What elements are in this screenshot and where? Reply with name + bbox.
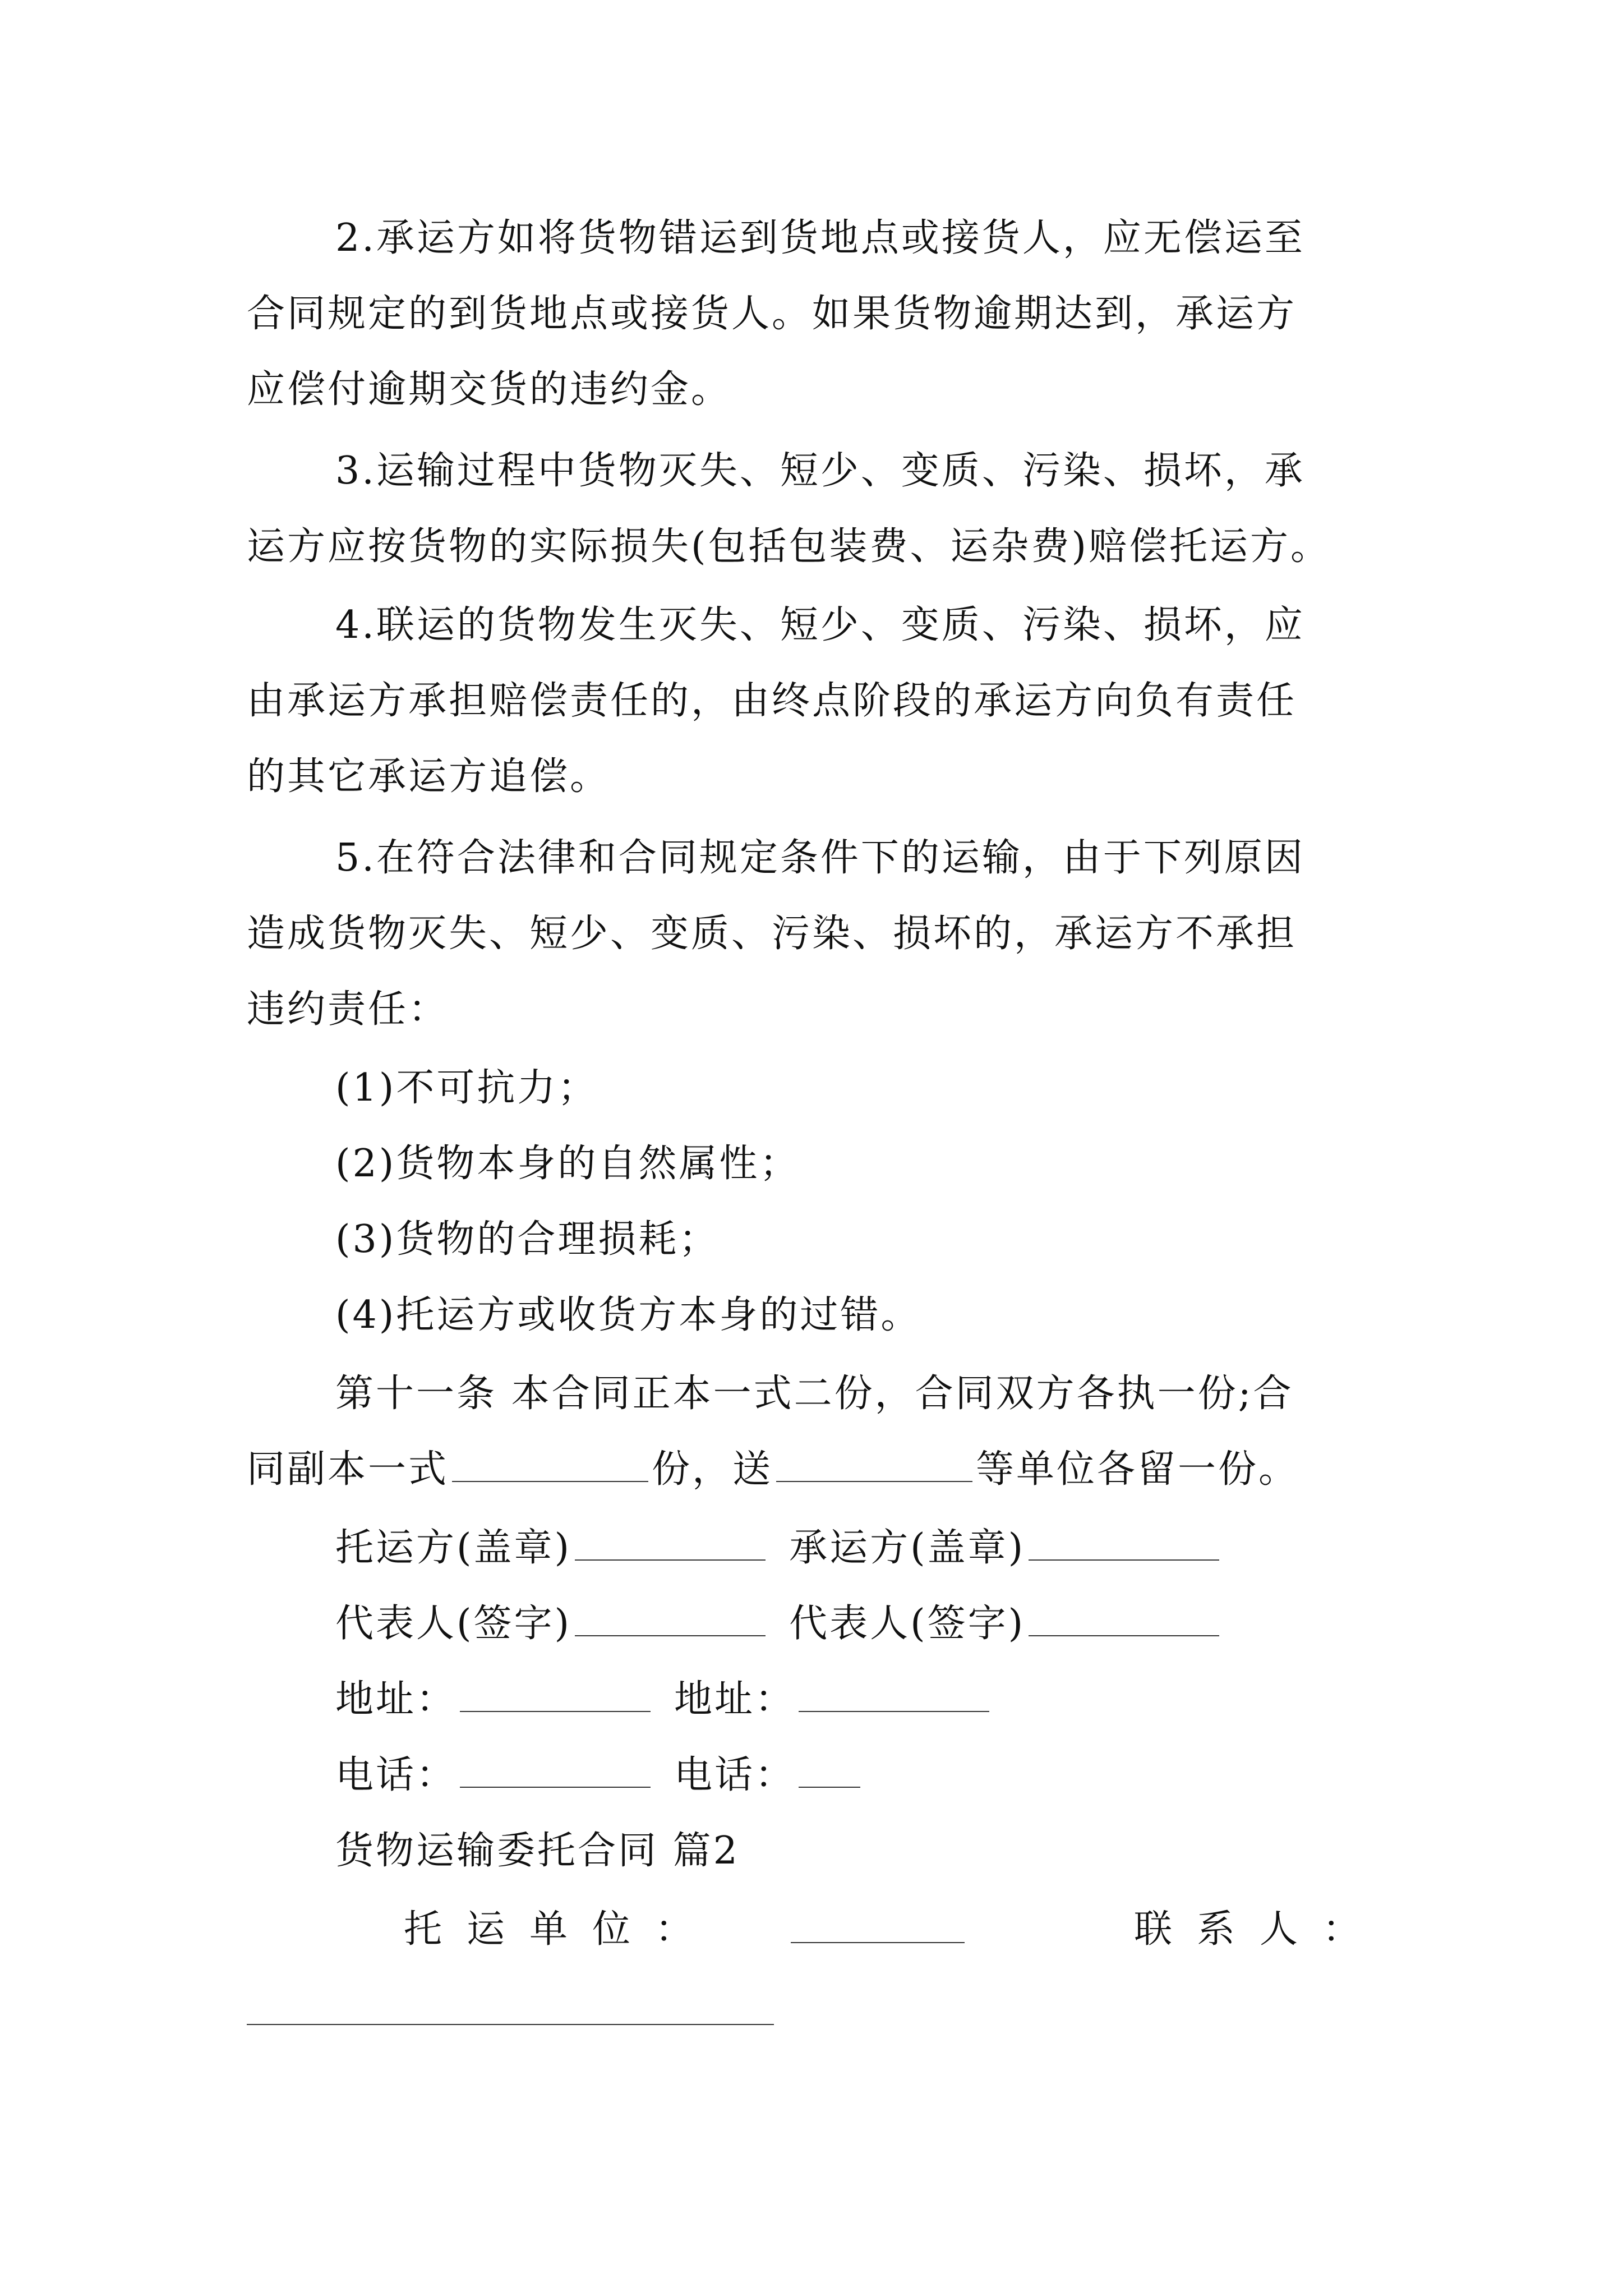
carrier-phone-blank[interactable]: [799, 1753, 860, 1788]
shipping-unit-label: 托运单位：: [404, 1907, 718, 1952]
representative-row: [335, 1596, 1385, 1652]
article-11-text-c: 等单位各留一份。: [976, 1447, 1299, 1492]
shipper-rep-blank[interactable]: [575, 1602, 766, 1636]
section-2-title: 货物运输委托合同 篇2: [335, 1829, 740, 1873]
paragraph-4-line-2: 由承运方承担赔偿责任的，由终点阶段的承运方向负有责任: [247, 679, 1297, 723]
paragraph-5-line-2: 造成货物灭失、短少、变质、污染、损坏的，承运方不承担: [247, 912, 1297, 956]
paragraph-3-line-2: 运方应按货物的实际损失(包括包装费、运杂费)赔偿托运方。: [247, 524, 1331, 569]
carrier-address-blank[interactable]: [799, 1677, 989, 1712]
carrier-rep-blank[interactable]: [1029, 1602, 1219, 1636]
carrier-seal-label: 承运方(盖章): [789, 1526, 1026, 1570]
article-11-line-1: 第十一条 本合同正本一式二份，合同双方各执一份;合: [335, 1372, 1294, 1416]
list-item: (4)托运方或收货方本身的过错。: [335, 1293, 921, 1337]
article-11-text-b: 份，送: [652, 1447, 773, 1492]
carrier-rep-label: 代表人(签字): [789, 1602, 1026, 1646]
seal-row: [335, 1520, 1385, 1576]
list-item: (3)货物的合理损耗；: [335, 1217, 720, 1262]
paragraph-4-line-3: 的其它承运方追偿。: [247, 754, 611, 799]
article-11-text-a: 同副本一式: [247, 1447, 449, 1492]
list-item: (1)不可抗力；: [335, 1066, 598, 1110]
article-11-line-2: [247, 1442, 1385, 1498]
list-item: (2)货物本身的自然属性；: [335, 1142, 800, 1186]
carrier-seal-blank[interactable]: [1029, 1526, 1219, 1561]
address-row: [335, 1672, 1385, 1728]
shipper-seal-label: 托运方(盖章): [335, 1526, 572, 1570]
shipping-unit-row: [404, 1902, 1385, 1958]
paragraph-3-line-1: 3.运输过程中货物灭失、短少、变质、污染、损坏，承: [335, 449, 1305, 493]
paragraph-5-line-1: 5.在符合法律和合同规定条件下的运输，由于下列原因: [335, 836, 1305, 880]
shipper-phone-blank[interactable]: [460, 1753, 651, 1788]
shipper-seal-blank[interactable]: [575, 1526, 766, 1561]
paragraph-2-line-1: 2.承运方如将货物错运到货地点或接货人，应无偿运至: [335, 216, 1305, 260]
shipper-rep-label: 代表人(签字): [335, 1602, 572, 1646]
shipper-address-label: 地址：: [335, 1677, 457, 1722]
shipper-phone-label: 电话：: [335, 1753, 457, 1797]
shipper-address-blank[interactable]: [460, 1677, 651, 1712]
carrier-phone-label: 电话：: [674, 1753, 796, 1797]
phone-row: [335, 1747, 1385, 1803]
shipping-unit-blank[interactable]: [791, 1942, 965, 1943]
contact-blank[interactable]: [247, 2024, 774, 2025]
contact-label: 联系人：: [1133, 1907, 1385, 1952]
paragraph-2-line-2: 合同规定的到货地点或接货人。如果货物逾期达到，承运方: [247, 292, 1297, 336]
paragraph-5-line-3: 违约责任：: [247, 987, 449, 1032]
recipient-blank[interactable]: [776, 1447, 972, 1482]
paragraph-2-line-3: 应偿付逾期交货的违约金。: [247, 367, 732, 412]
copies-blank[interactable]: [452, 1447, 648, 1482]
paragraph-4-line-1: 4.联运的货物发生灭失、短少、变质、污染、损坏，应: [335, 603, 1305, 647]
carrier-address-label: 地址：: [674, 1677, 796, 1722]
